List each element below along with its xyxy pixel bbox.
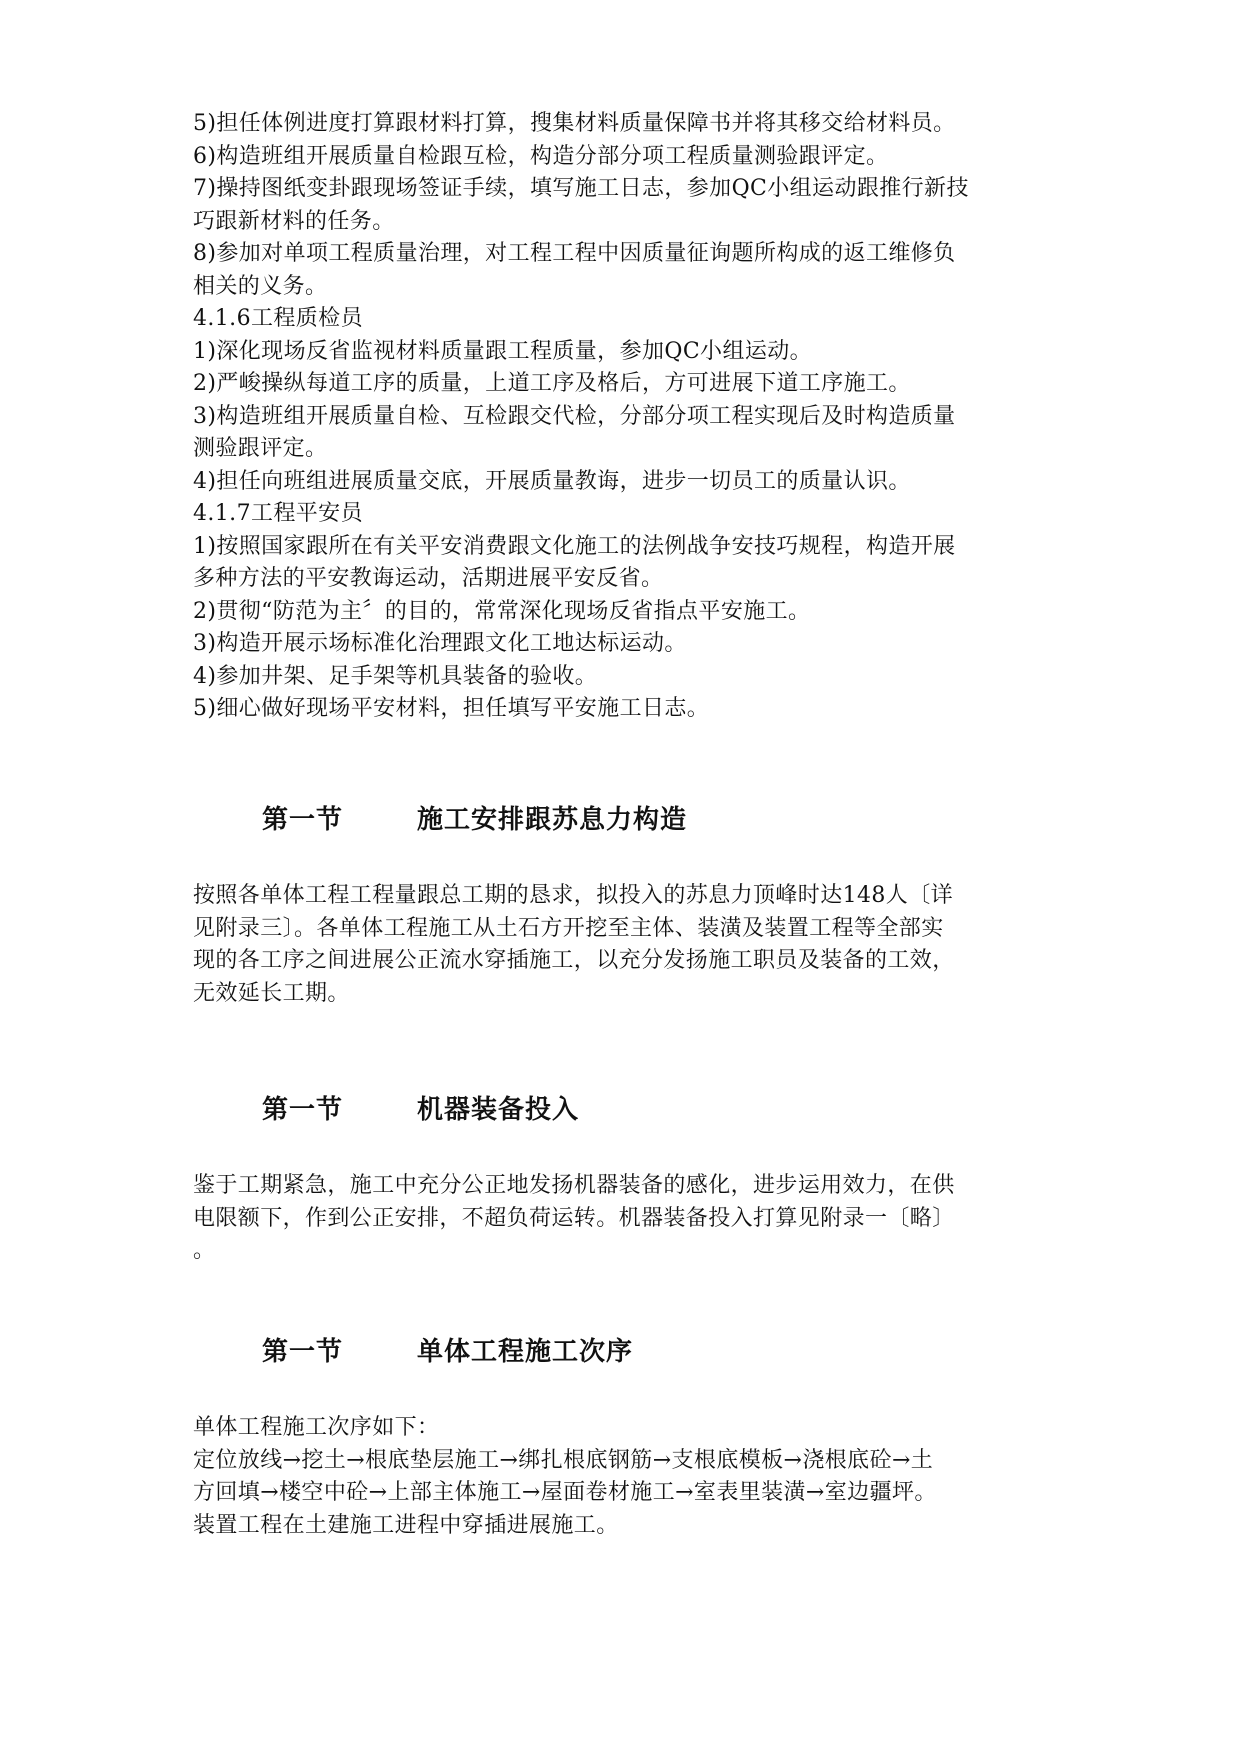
section-label: 第一节 [262,1095,344,1125]
text-line: 单体工程施工次序如下： [193,1415,440,1440]
text-line: 见附录三〕。各单体工程施工从土石方开挖至主体、装潢及装置工程等全部实 [193,915,944,941]
text-line: 电限额下，作到公正安排，不超负荷运转。机器装备投入打算见附录一〔略〕 [193,1205,955,1231]
section-title: 施工安排跟苏息力构造 [417,805,688,835]
section-body [193,880,1063,1010]
text-line: 测验跟评定。 [193,436,328,461]
section-title: 机器装备投入 [417,1095,580,1125]
text-line: 巧跟新材料的任务。 [193,208,395,234]
text-line: 7)操持图纸变卦跟现场签证手续，填写施工日志，参加QC小组运动跟推行新技 [193,176,969,201]
section-body [193,1170,1063,1268]
text-line: 。 [193,1238,216,1263]
text-line: 定位放线→挖土→根底垫层施工→绑扎根底钢筋→支根底模板→浇根底砼→土 [193,1447,934,1473]
text-line: 3)构造开展示场标准化治理跟文化工地达标运动。 [193,631,687,656]
section-label: 第一节 [262,1337,344,1367]
text-line: 鉴于工期紧急，施工中充分公正地发扬机器装备的感化，进步运用效力，在供 [193,1173,955,1198]
section-heading [262,1334,633,1370]
responsibility-list [193,108,1063,726]
text-line: 1)按照国家跟所在有关平安消费跟文化施工的法例战争安技巧规程，构造开展 [193,533,956,559]
text-line: 按照各单体工程工程量跟总工期的恳求，拟投入的苏息力顶峰时达148人〔详 [193,883,953,908]
text-line: 4)参加井架、足手架等机具装备的验收。 [193,663,598,689]
text-line: 2)贯彻“防范为主〞的目的，常常深化现场反省指点平安施工。 [193,598,811,624]
text-line: 无效延长工期。 [193,980,350,1006]
text-line: 2)严峻操纵每道工序的质量，上道工序及格后，方可进展下道工序施工。 [193,371,911,396]
subsection-heading: 4.1.7工程平安员 [193,501,363,526]
text-line: 4)担任向班组进展质量交底，开展质量教诲，进步一切员工的质量认识。 [193,468,911,494]
text-line: 装置工程在土建施工进程中穿插进展施工。 [193,1512,619,1538]
text-line: 5)细心做好现场平安材料，担任填写平安施工日志。 [193,696,710,721]
text-line: 5)担任体例进度打算跟材料打算，搜集材料质量保障书并将其移交给材料员。 [193,111,956,136]
section-heading [262,1092,579,1128]
text-line: 8)参加对单项工程质量治理，对工程工程中因质量征询题所构成的返工维修负 [193,241,956,266]
section-heading [262,802,687,838]
text-line: 6)构造班组开展质量自检跟互检，构造分部分项工程质量测验跟评定。 [193,143,889,169]
text-line: 3)构造班组开展质量自检、互检跟交代检，分部分项工程实现后及时构造质量 [193,403,956,429]
section-title: 单体工程施工次序 [417,1337,634,1367]
text-line: 1)深化现场反省监视材料质量跟工程质量，参加QC小组运动。 [193,338,813,364]
subsection-heading: 4.1.6工程质检员 [193,306,363,331]
section-body [193,1412,1063,1542]
section-label: 第一节 [262,805,344,835]
text-line: 多种方法的平安教诲运动，活期进展平安反省。 [193,566,664,591]
text-line: 相关的义务。 [193,273,328,299]
text-line: 现的各工序之间进展公正流水穿插施工，以充分发扬施工职员及装备的工效， [193,948,955,973]
text-line: 方回填→楼空中砼→上部主体施工→屋面卷材施工→室表里装潢→室边疆坪。 [193,1480,937,1505]
